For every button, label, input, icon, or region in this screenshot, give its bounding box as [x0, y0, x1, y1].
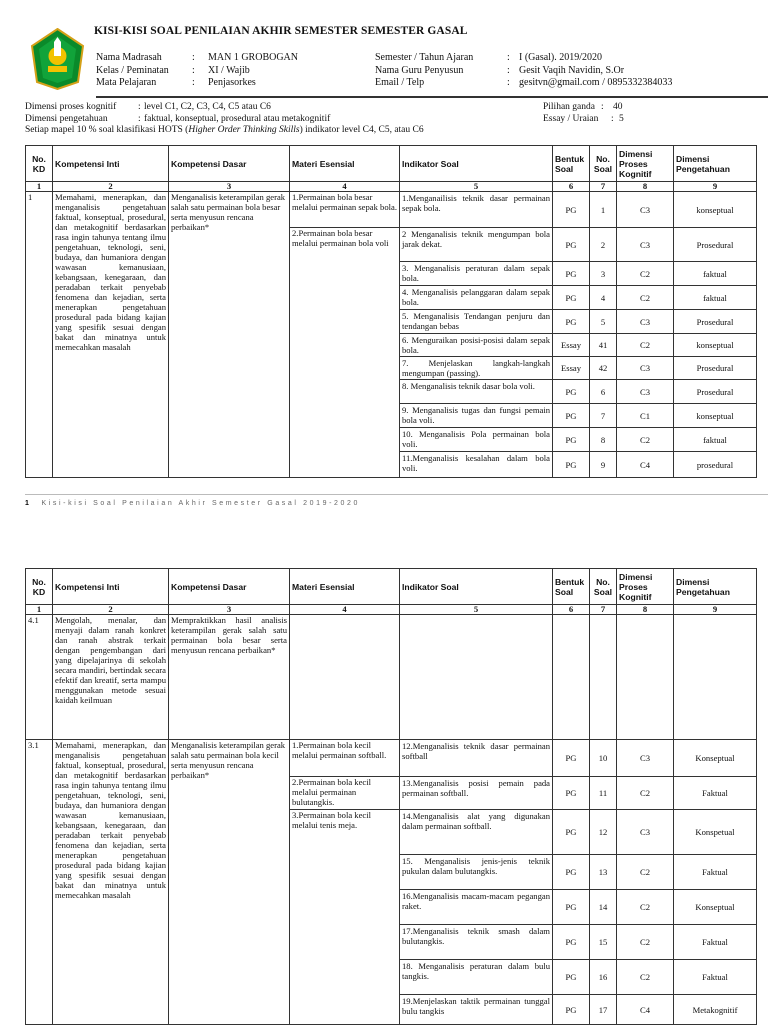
cell-kd: Mempraktikkan hasil analisis keterampilan gerak salah satu permainan bola besar serta menyusun rencana perbaikan* [169, 615, 290, 740]
table-row: 3.1 Memahami, menerapkan, dan menganalisis pengetahuan faktual, konseptual, prosedural, dan metakognitif berdasarkan rasa ingin tahunya tentang ilmu pengetahuan, teknologi, seni, budaya, dan humaniora dengan wawasan kemanusiaan, kebangsaan, kenegaraan, dan peradaban terkait penyebab fenomena dan kejadian, serta menerapkan pengetahuan prosedural pada bidang kajian yang spesifik sesuai dengan bakat dan minatnya untuk memecahkan masalah Menganalisis keterampilan gerak salah satu permainan bola kecil serta menyusun rencana perbaikan* 1.Permainan bola kecil melalui permainan softball. 12.Menganalisis teknik dasar permainan softball PG 10 C3 Konseptual [26, 740, 757, 777]
page-footer [25, 500, 360, 507]
table-row: 15. Menganalisis jenis-jenis teknik pukulan dalam bulutangkis. PG 13 C2 Faktual [26, 855, 757, 890]
table-row: 18. Menganalisis peraturan dalam bulu tangkis. PG 16 C2 Faktual [26, 960, 757, 995]
madrasah-logo-icon [30, 28, 85, 90]
kisi-table-2 [25, 568, 757, 1025]
header-label: Nama Guru Penyusun [375, 64, 464, 76]
table-row: 6. Menguraikan posisi-posisi dalam sepak bola. Essay 41 C2 konseptual [26, 334, 757, 357]
footer-text: Kisi-kisi Soal Penilaian Akhir Semester Gasal 2019-2020 [41, 500, 360, 507]
header-value: XI / Wajib [208, 64, 250, 76]
col-materi: Materi Esensial [290, 146, 400, 182]
table-row: 3. Menganalisis peraturan dalam sepak bola. PG 3 C2 faktual [26, 262, 757, 286]
col-indikator: Indikator Soal [400, 569, 553, 605]
col-dim-peng: Dimensi Pengetahuan [674, 146, 757, 182]
table-row: 5. Menganalisis Tendangan penjuru dan tendangan bebas PG 5 C3 Prosedural [26, 310, 757, 334]
document-title: KISI-KISI SOAL PENILAIAN AKHIR SEMESTER SEMESTER GASAL [94, 25, 468, 37]
header-right: Semester / Tahun Ajaran : I (Gasal). 2019/2020 Nama Guru Penyusun : Gesit Vaqih Navidin, S.Or Email / Telp : gesitvn@gmail.com / 0895332384033 [375, 52, 673, 88]
header-label: Nama Madrasah [96, 52, 162, 63]
page-number: 1 [25, 500, 32, 507]
kisi-table-1 [25, 145, 757, 478]
meta-right: Pilihan ganda : 40 Essay / Uraian : 5 [543, 102, 624, 124]
col-ki: Kompetensi Inti [53, 569, 169, 605]
table-row: 8. Menganalisis teknik dasar bola voli. PG 6 C3 Prosedural [26, 380, 757, 404]
cell-indikator: 6. Menguraikan posisi-posisi dalam sepak bola. [400, 334, 553, 357]
cell-materi: 2.Permainan bola besar melalui permainan bola voli [290, 228, 400, 478]
col-no-soal: No. Soal [590, 569, 617, 605]
meta-value: level C1, C2, C3, C4, C5 atau C6 [144, 102, 271, 112]
cell-indikator: 15. Menganalisis jenis-jenis teknik pukulan dalam bulutangkis. [400, 855, 553, 890]
table-row [26, 615, 757, 740]
cell-ki: Memahami, menerapkan, dan menganalisis pengetahuan faktual, konseptual, prosedural, dan metakognitif berdasarkan rasa ingin tahunya tentang ilmu pengetahuan, teknologi, seni, budaya, dan humaniora dengan wawasan kemanusiaan, kebangsaan, kenegaraan, dan peradaban terkait penyebab fenomena dan kejadian, serta menerapkan pengetahuan prosedural pada bidang kajian yang spesifik sesuai dengan bakat dan minatnya untuk memecahkan masalah [53, 192, 169, 478]
cell-indikator: 14.Menganalisis alat yang digunakan dalam permainan softball. [400, 810, 553, 855]
meta-value: faktual, konseptual, prosedural atau metakognitif [144, 113, 331, 124]
cell-kd: Menganalisis keterampilan gerak salah satu permainan bola kecil serta menyusun rencana perbaikan* [169, 740, 290, 1025]
table-row: 7. Menjelaskan langkah-langkah mengumpan (passing). Essay 42 C3 Prosedural [26, 357, 757, 380]
col-ki: Kompetensi Inti [53, 146, 169, 182]
cell-no-soal: 1 [590, 192, 617, 228]
table-row: 17.Menganalisis teknik smash dalam bulutangkis. PG 15 C2 Faktual [26, 925, 757, 960]
header-value: Penjasorkes [208, 77, 256, 88]
cell-materi: 1.Permainan bola kecil melalui permainan softball. [290, 740, 400, 777]
table-row: 3.Permainan bola kecil melalui tenis meja. 14.Menganalisis alat yang digunakan dalam permainan softball. PG 12 C3 Konspetual [26, 810, 757, 855]
hots-note: Setiap mapel 10 % soal klasifikasi HOTS (Higher Order Thinking Skills) indikator level C4, C5, atau C6 [25, 125, 424, 135]
cell-indikator: 1.Menganailisis teknik dasar permainan sepak bola. [400, 192, 553, 228]
table-row: 2.Permainan bola kecil melalui permainan bulutangkis. 13.Menganalisis posisi pemain pada permainan softball. PG 11 C2 Faktual [26, 777, 757, 810]
header-label: Mata Pelajaran [96, 77, 157, 88]
table-header-row [26, 146, 757, 182]
table-row: 19.Menjelaskan taktik permainan tunggal bulu tangkis PG 17 C4 Metakognitif [26, 995, 757, 1025]
header-value: Gesit Vaqih Navidin, S.Or [519, 64, 625, 76]
meta-left: Dimensi proses kognitif : level C1, C2, C3, C4, C5 atau C6 Dimensi pengetahuan : faktual, konseptual, prosedural atau metakognitif Setiap mapel 10 % soal klasifikasi HOTS (Higher Order Thinking Skills) indikator level C4, C5, atau C6 [25, 102, 424, 135]
header-value: I (Gasal). 2019/2020 [519, 52, 603, 63]
cell-indikator: 2 Menganalisis teknik mengumpan bola jarak dekat. [400, 228, 553, 262]
cell-no-kd: 4.1 [26, 615, 53, 740]
header-value: MAN 1 GROBOGAN [208, 52, 299, 63]
meta-value: 5 [619, 113, 624, 124]
meta-value: 40 [613, 102, 623, 112]
cell-indikator: 3. Menganalisis peraturan dalam sepak bola. [400, 262, 553, 286]
header-label: Email / Telp [375, 77, 425, 88]
cell-indikator: 4. Menganalisis pelanggaran dalam sepak bola. [400, 286, 553, 310]
header-left: Nama Madrasah : MAN 1 GROBOGAN Kelas / Peminatan : XI / Wajib Mata Pelajaran : Penjasorkes [96, 52, 299, 88]
cell-no-kd: 1 [26, 192, 53, 478]
cell-indikator: 10. Menganalisis Pola permainan bola voli. [400, 428, 553, 452]
cell-no-kd: 3.1 [26, 740, 53, 1025]
cell-materi: 3.Permainan bola kecil melalui tenis meja. [290, 810, 400, 1025]
col-indikator: Indikator Soal [400, 146, 553, 182]
col-no-kd: No. KD [26, 146, 53, 182]
col-kd: Kompetensi Dasar [169, 569, 290, 605]
meta-label: Dimensi pengetahuan [25, 113, 108, 124]
col-bentuk: Bentuk Soal [553, 569, 590, 605]
col-no-soal: No. Soal [590, 146, 617, 182]
cell-dim-peng: konseptual [674, 192, 757, 228]
column-number-row: 1 2 3 4 5 6 7 8 9 [26, 182, 757, 192]
cell-ki: Mengolah, menalar, dan menyaji dalam ranah konkret dan ranah abstrak terkait dengan pengembangan dari yang dipelajarinya di sekolah secara mandiri, bertindak secara efektif dan kreatif, serta mampu menggunakan metode sesuai kaidah keilmuan [53, 615, 169, 740]
col-materi: Materi Esensial [290, 569, 400, 605]
header-label: Semester / Tahun Ajaran [375, 52, 474, 63]
table-row: 11.Menganalisis kesalahan dalam bola voli. PG 9 C4 prosedural [26, 452, 757, 478]
cell-dim-proses: C3 [617, 192, 674, 228]
cell-indikator: 13.Menganalisis posisi pemain pada permainan softball. [400, 777, 553, 810]
cell-indikator: 7. Menjelaskan langkah-langkah mengumpan (passing). [400, 357, 553, 380]
table-row: 10. Menganalisis Pola permainan bola voli. PG 8 C2 faktual [26, 428, 757, 452]
col-bentuk: Bentuk Soal [553, 146, 590, 182]
cell-indikator: 5. Menganalisis Tendangan penjuru dan tendangan bebas [400, 310, 553, 334]
footer-divider [25, 494, 768, 495]
cell-indikator: 9. Menganalisis tugas dan fungsi pemain bola voli. [400, 404, 553, 428]
table-row: 9. Menganalisis tugas dan fungsi pemain bola voli. PG 7 C1 konseptual [26, 404, 757, 428]
table-row: 4. Menganalisis pelanggaran dalam sepak bola. PG 4 C2 faktual [26, 286, 757, 310]
cell-indikator: 18. Menganalisis peraturan dalam bulu tangkis. [400, 960, 553, 995]
table-row [26, 192, 757, 228]
cell-indikator: 12.Menganalisis teknik dasar permainan softball [400, 740, 553, 777]
column-number-row: 1 2 3 4 5 6 7 8 9 [26, 605, 757, 615]
cell-materi: 1.Permainan bola besar melalui permainan sepak bola. [290, 192, 400, 228]
header-value: gesitvn@gmail.com / 0895332384033 [519, 77, 673, 88]
table-row: 2.Permainan bola besar melalui permainan bola voli 2 Menganalisis teknik mengumpan bola jarak dekat. PG 2 C3 Prosedural [26, 228, 757, 262]
cell-materi: 2.Permainan bola kecil melalui permainan bulutangkis. [290, 777, 400, 810]
col-dim-proses: Dimensi Proses Kognitif [617, 569, 674, 605]
cell-indikator: 11.Menganalisis kesalahan dalam bola voli. [400, 452, 553, 478]
meta-label: Dimensi proses kognitif [25, 102, 117, 112]
cell-bentuk: PG [553, 192, 590, 228]
cell-ki: Memahami, menerapkan, dan menganalisis pengetahuan faktual, konseptual, prosedural, dan metakognitif berdasarkan rasa ingin tahunya tentang ilmu pengetahuan, teknologi, seni, budaya, dan humaniora dengan wawasan kemanusiaan, kebangsaan, kenegaraan, dan peradaban terkait penyebab fenomena dan kejadian, serta menerapkan pengetahuan prosedural pada bidang kajian yang spesifik sesuai dengan bakat dan minatnya untuk memecahkan masalah [53, 740, 169, 1025]
col-dim-peng: Dimensi Pengetahuan [674, 569, 757, 605]
cell-indikator: 8. Menganalisis teknik dasar bola voli. [400, 380, 553, 404]
col-dim-proses: Dimensi Proses Kognitif [617, 146, 674, 182]
cell-indikator: 19.Menjelaskan taktik permainan tunggal bulu tangkis [400, 995, 553, 1025]
header-label: Kelas / Peminatan [96, 64, 169, 76]
col-kd: Kompetensi Dasar [169, 146, 290, 182]
table-row: 16.Menganalisis macam-macam pegangan raket. PG 14 C2 Konseptual [26, 890, 757, 925]
cell-kd: Menganalisis keterampilan gerak salah satu permainan bola besar serta menyusun rencana perbaikan* [169, 192, 290, 478]
col-no-kd: No. KD [26, 569, 53, 605]
header-divider [96, 96, 768, 98]
meta-label: Essay / Uraian [543, 113, 599, 124]
table-header-row [26, 569, 757, 605]
cell-indikator: 16.Menganalisis macam-macam pegangan raket. [400, 890, 553, 925]
cell-indikator: 17.Menganalisis teknik smash dalam bulutangkis. [400, 925, 553, 960]
meta-label: Pilihan ganda [543, 102, 595, 112]
